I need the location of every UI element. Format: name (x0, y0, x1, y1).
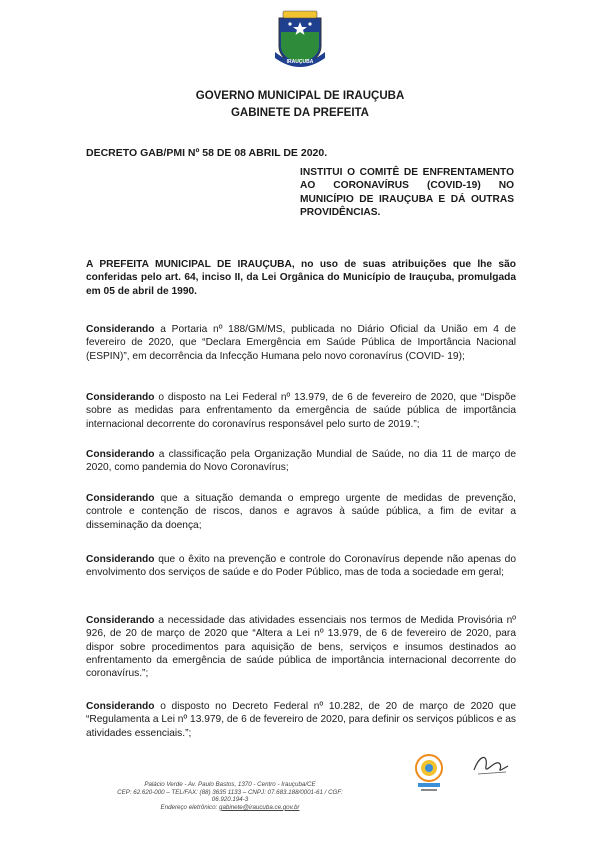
considerando-text: a necessidade das atividades essenciais nos termos de Medida Provisória nº 926, de 20 de março de 2020 que “Altera a Lei nº 13.979, de 6 de fevereiro de 2020, para dispor sobre procedimentos para aquisição de bens, serviços e insumos destinados ao enfrentamento da emergência de saúde pública de importância internacional decorrente do coronavírus.”; (86, 615, 516, 680)
considerando-text: o disposto na Lei Federal nº 13.979, de 6 de fevereiro de 2020, que “Dispõe sobre as medidas para enfrentamento da emergência de saúde pública de importância internacional decorrente do coronavírus responsável pelo surto de 2019.”; (86, 392, 516, 430)
footer-address (100, 781, 360, 811)
unicef-seal-logo (411, 752, 447, 794)
considerando-paragraph (86, 391, 516, 431)
footer-email-label: Endereço eletrônico: (160, 803, 219, 811)
svg-text:IRAUÇUBA: IRAUÇUBA (286, 59, 314, 65)
considerando-text: que o êxito na prevenção e controle do Coronavírus depende não apenas do envolvimento dos serviços de saúde e do Poder Público, mas de toda a sociedade em geral; (86, 554, 516, 579)
considerando-lead: Considerando (86, 392, 155, 403)
considerando-paragraph (86, 492, 516, 532)
footer-line: Palácio Verde - Av. Paulo Bastos, 1370 - Centro - Irauçuba/CE (144, 781, 316, 788)
footer-email-link[interactable]: gabinete@iraucuba.ce.gov.br (219, 803, 300, 811)
considerando-lead: Considerando (86, 554, 155, 565)
considerando-paragraph (86, 553, 516, 580)
government-heading: GOVERNO MUNICIPAL DE IRAUÇUBA (195, 90, 405, 102)
footer-line: CEP: 62.620-000 – TEL/FAX: (88) 3635 1133 – CNPJ: 07.683.188/0001-61 / CGF: 06.920.194-3 (117, 788, 343, 804)
considerando-lead: Considerando (86, 493, 155, 504)
considerando-paragraph (86, 700, 516, 740)
considerando-paragraph (86, 614, 516, 680)
intro-paragraph: A PREFEITA MUNICIPAL DE IRAUÇUBA, no uso de suas atribuições que lhe são conferidas pelo art. 64, inciso II, da Lei Orgânica do Município de Irauçuba, promulgada em 05 de abril de 1990. (86, 259, 516, 297)
considerando-lead: Considerando (86, 449, 155, 460)
office-heading: GABINETE DA PREFEITA (230, 107, 369, 119)
considerando-lead: Considerando (86, 701, 155, 712)
considerando-lead: Considerando (86, 615, 155, 626)
considerando-lead: Considerando (86, 324, 155, 335)
considerando-text: a Portaria nº 188/GM/MS, publicada no Diário Oficial da União em 4 de fevereiro de 2020, que “Declara Emergência em Saúde Pública de Importância Nacional (ESPIN)”, em decorrência da Infecção Humana pelo novo coronavírus (COVID- 19); (86, 324, 516, 362)
municipal-crest-logo (271, 8, 329, 72)
footer-line (100, 804, 360, 812)
considerando-text: que a situação demanda o emprego urgente de medidas de prevenção, controle e contenção de riscos, danos e agravos à saúde pública, a fim de evitar a disseminação da doença; (86, 493, 516, 531)
considerando-text: o disposto no Decreto Federal nº 10.282, de 20 de março de 2020 que “Regulamenta a Lei nº 13.979, de 6 de fevereiro de 2020, para definir os serviços públicos e as atividades essenciais.”; (86, 701, 516, 739)
decree-ementa: INSTITUI O COMITÊ DE ENFRENTAMENTO AO CORONAVÍRUS (COVID-19) NO MUNICÍPIO DE IRAUÇUBA E DÁ OUTRAS PROVIDÊNCIAS. (300, 167, 514, 219)
decree-title: DECRETO GAB/PMI Nº 58 DE 08 ABRIL DE 2020. (86, 147, 328, 159)
considerando-paragraph (86, 323, 516, 363)
considerando-paragraph (86, 448, 516, 475)
handwritten-signature (470, 750, 512, 780)
considerando-text: a classificação pela Organização Mundial de Saúde, no dia 11 de março de 2020, como pandemia do Novo Coronavírus; (86, 449, 516, 474)
